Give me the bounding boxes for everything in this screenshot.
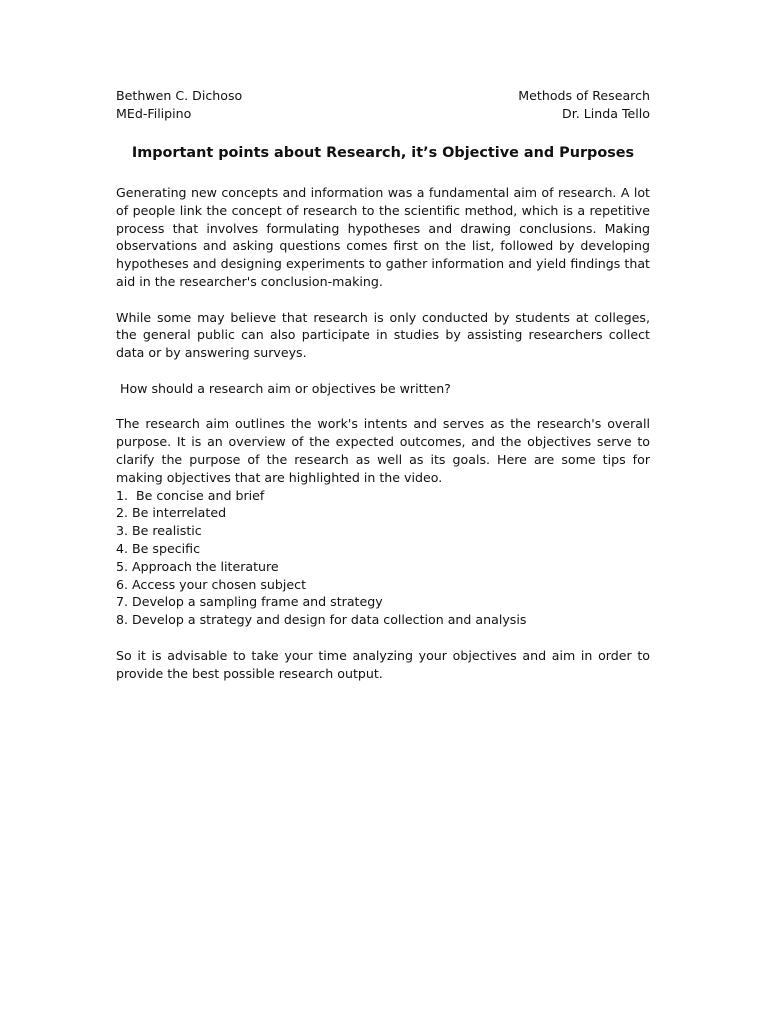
course-name: Methods of Research <box>518 88 650 103</box>
question-heading: How should a research aim or objectives be written? <box>116 380 451 396</box>
list-item: 8. Develop a strategy and design for data collection and analysis <box>116 612 527 628</box>
header-row-2 <box>116 105 650 123</box>
header-row-1 <box>116 87 650 105</box>
paragraph-gap <box>116 398 650 416</box>
paragraph-intro: Generating new concepts and information was a fundamental aim of research. A lot of people link the concept of research to the scientific method, which is a repetitive process that involves formulating hypotheses and drawing conclusions. Making observations and asking questions comes first on the list, followed by developing hypotheses and designing experiments to gather information and yield findings that aid in the researcher's conclusion-making. <box>116 185 650 289</box>
list-item: 2. Be interrelated <box>116 505 227 521</box>
document-header <box>116 87 650 123</box>
paragraph-gap <box>116 629 650 647</box>
paragraph-conclusion: So it is advisable to take your time analyzing your objectives and aim in order to provide the best possible research output. <box>116 647 650 681</box>
document-body <box>116 184 650 682</box>
paragraph-public: While some may believe that research is only conducted by students at colleges, the general public can also participate in studies by assisting researchers collect data or by answering surveys. <box>116 309 650 361</box>
instructor-name: Dr. Linda Tello <box>562 106 650 121</box>
document-page <box>116 87 650 682</box>
list-item: 5. Approach the literature <box>116 558 279 574</box>
list-item: 7. Develop a sampling frame and strategy <box>116 594 383 610</box>
paragraph-gap <box>116 291 650 309</box>
list-item: 6. Access your chosen subject <box>116 576 307 592</box>
program-name: MEd-Filipino <box>116 106 192 121</box>
list-item: 3. Be realistic <box>116 523 202 539</box>
list-item: 1. Be concise and brief <box>116 487 265 503</box>
author-name: Bethwen C. Dichoso <box>116 88 243 103</box>
document-title: Important points about Research, it’s Objective and Purposes <box>131 145 635 161</box>
paragraph-gap <box>116 362 650 380</box>
paragraph-aim: The research aim outlines the work's intents and serves as the research's overall purpose. It is an overview of the expected outcomes, and the objectives serve to clarify the purpose of the research as well as its goals. Here are some tips for making objectives that are highlighted in the video. <box>116 416 650 485</box>
list-item: 4. Be specific <box>116 540 200 556</box>
tips-list <box>116 487 650 629</box>
